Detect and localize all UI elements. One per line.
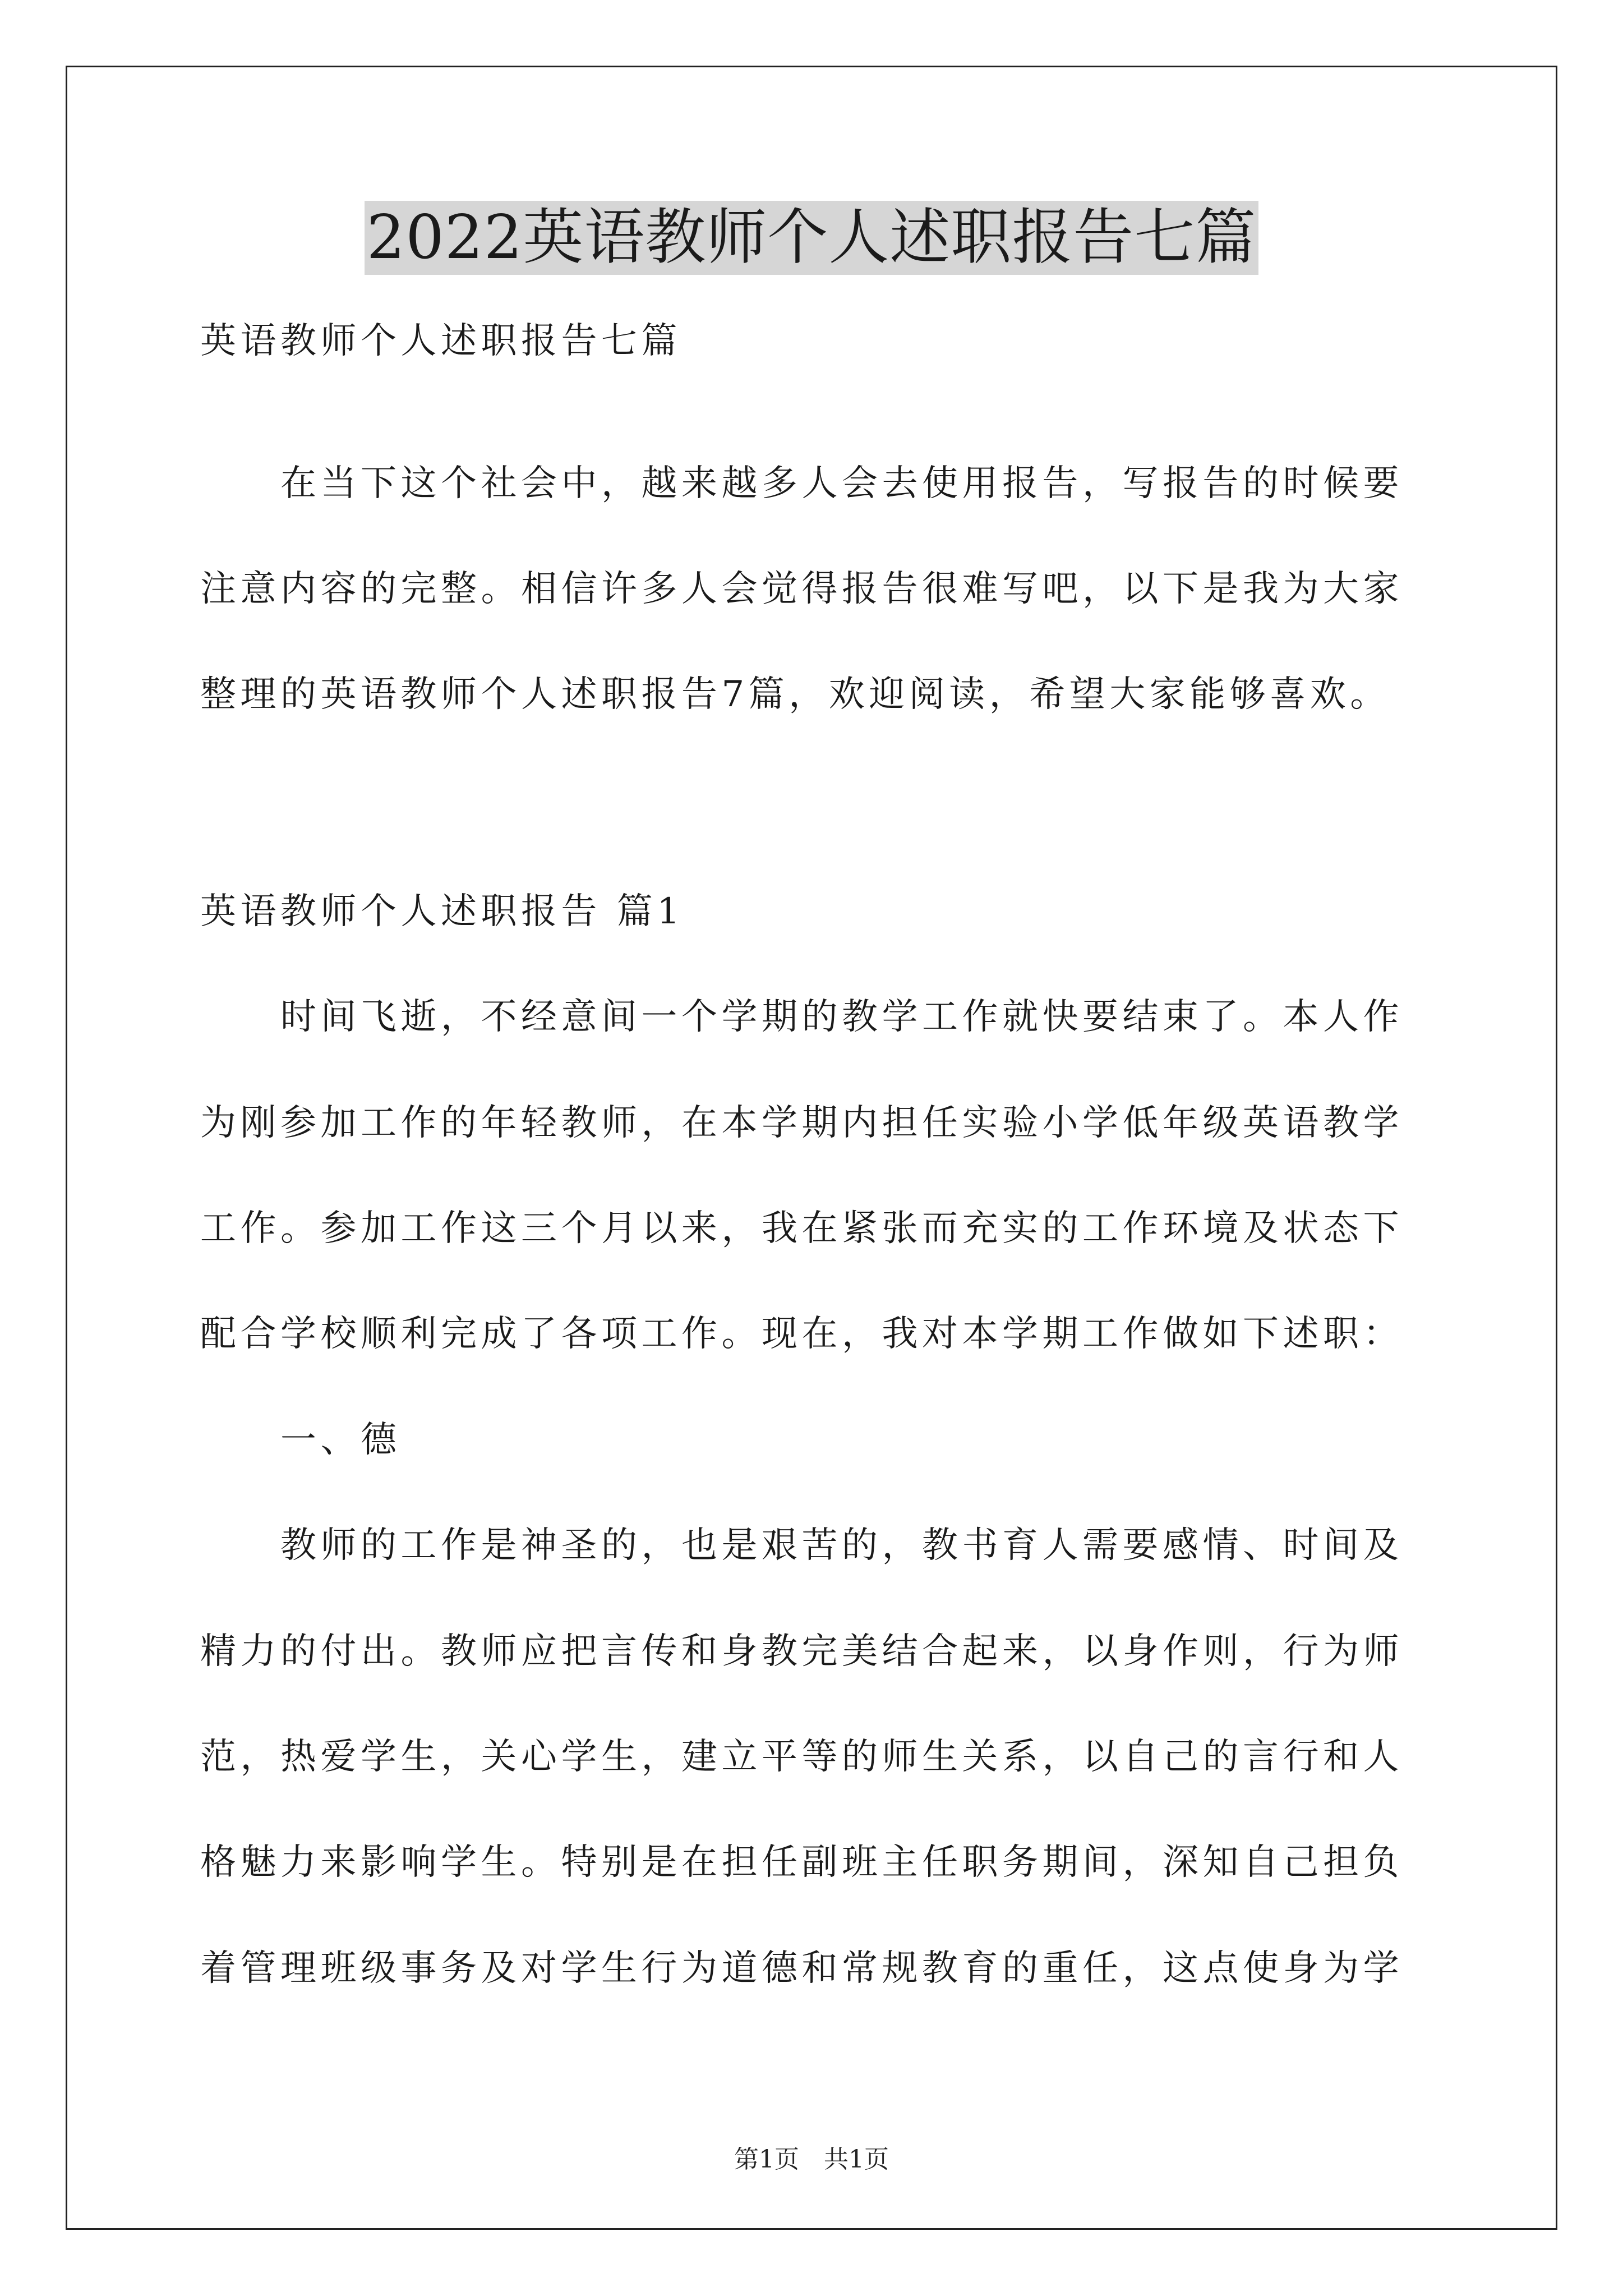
paragraph-line: 范，热爱学生，关心学生，建立平等的师生关系，以自己的言行和人 — [200, 1736, 1403, 1778]
paragraph-line: 教师的工作是神圣的，也是艰苦的，教书育人需要感情、时间及 — [280, 1525, 1403, 1566]
page-footer: 第1页 共1页 — [734, 2145, 889, 2174]
paragraph-line: 为刚参加工作的年轻教师，在本学期内担任实验小学低年级英语教学 — [200, 1102, 1403, 1144]
paragraph-line: 着管理班级事务及对学生行为道德和常规教育的重任，这点使身为学 — [200, 1948, 1403, 1989]
paragraph-line: 精力的付出。教师应把言传和身教完美结合起来，以身作则，行为师 — [200, 1631, 1403, 1672]
page-border — [66, 66, 1557, 2230]
document-title — [0, 201, 1623, 275]
document-title-text: 2022英语教师个人述职报告七篇 — [365, 201, 1259, 275]
paragraph-line: 格魅力来影响学生。特别是在担任副班主任职务期间，深知自己担负 — [200, 1842, 1403, 1883]
paragraph-line: 工作。参加工作这三个月以来，我在紧张而充实的工作环境及状态下 — [200, 1208, 1403, 1249]
intro-line: 注意内容的完整。相信许多人会觉得报告很难写吧，以下是我为大家 — [200, 568, 1403, 610]
paragraph-line: 时间飞逝，不经意间一个学期的教学工作就快要结束了。本人作 — [280, 996, 1403, 1038]
section-heading: 英语教师个人述职报告 篇1 — [200, 891, 684, 932]
sub-heading: 一、德 — [280, 1419, 401, 1461]
intro-line: 整理的英语教师个人述职报告7篇，欢迎阅读，希望大家能够喜欢。 — [200, 674, 1390, 715]
paragraph-line: 配合学校顺利完成了各项工作。现在，我对本学期工作做如下述职： — [200, 1313, 1403, 1355]
document-subtitle: 英语教师个人述职报告七篇 — [200, 320, 681, 362]
intro-line: 在当下这个社会中，越来越多人会去使用报告，写报告的时候要 — [280, 463, 1403, 504]
